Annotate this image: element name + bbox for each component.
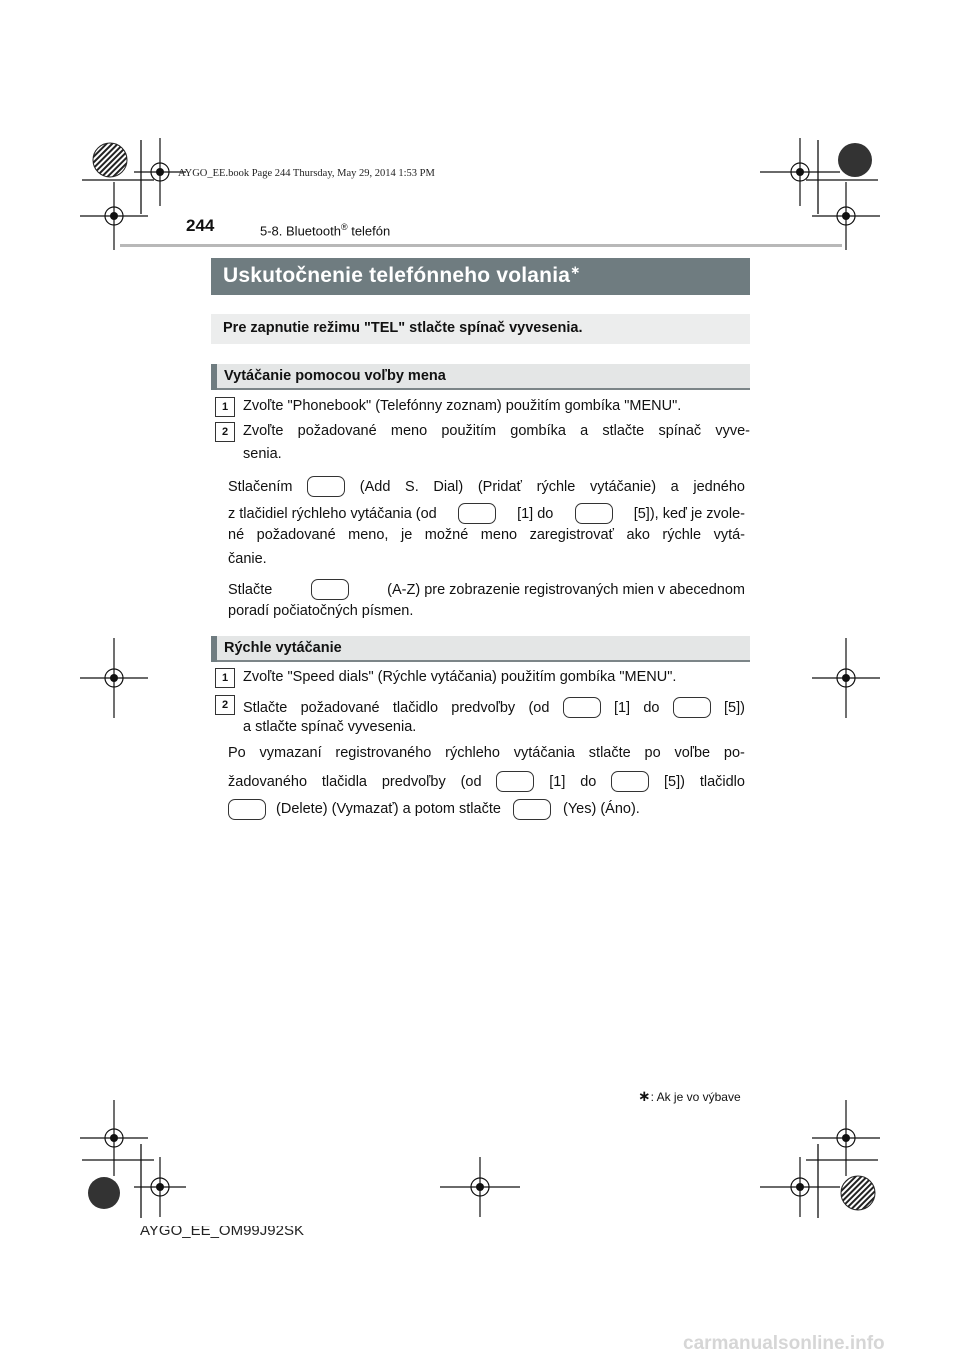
intro-box: [211, 314, 750, 344]
section-heading-text: Vytáčanie pomocou voľby mena: [224, 368, 446, 384]
header-rule: [120, 244, 842, 247]
screen-button-icon: [575, 503, 613, 524]
screen-button-icon: [228, 799, 266, 820]
section-heading-speed-dial: [211, 636, 750, 662]
screen-button-icon: [311, 579, 349, 600]
step-text-line: Stlačte požadované tlačidlo predvoľby (od [1] do [5]): [243, 697, 745, 718]
step-text-line: senia.: [243, 446, 282, 462]
step-number-badge: 1: [215, 668, 235, 688]
screen-button-icon: [496, 771, 534, 792]
model-code: AYGO_EE_OM99J92SK: [140, 1226, 304, 1239]
page-title: [223, 263, 580, 288]
step-text-line: Zvoľte požadované meno použitím gombíka a stlačte spínač vyve-: [243, 423, 750, 439]
screen-button-icon: [513, 799, 551, 820]
heading-accent-bar: [211, 636, 217, 662]
step-number-badge: 2: [215, 422, 235, 442]
step-text: Zvoľte "Phonebook" (Telefónny zoznam) použitím gombíka "MENU".: [243, 398, 682, 414]
footnote: [638, 1087, 741, 1105]
paragraph-line: poradí počiatočných písmen.: [228, 603, 414, 619]
screen-button-icon: [458, 503, 496, 524]
step-text-line: a stlačte spínač vyvesenia.: [243, 719, 417, 735]
page-title-bar: [211, 258, 750, 295]
intro-text: Pre zapnutie režimu "TEL" stlačte spínač vyvesenia.: [223, 320, 583, 336]
title-asterisk-mark: ∗: [570, 263, 581, 277]
paragraph-line: (Delete) (Vymazať) a potom stlačte (Yes) (Áno).: [228, 799, 640, 820]
step-number-badge: 1: [215, 397, 235, 417]
screen-button-icon: [673, 697, 711, 718]
paragraph-line: né požadované meno, je možné meno zaregistrovať ako rýchle vytá-: [228, 527, 745, 543]
screen-button-icon: [307, 476, 345, 497]
page-number: 244: [186, 216, 215, 235]
paragraph-line: Stlačte (A-Z) pre zobrazenie registrovaných mien v abecednom: [228, 579, 745, 600]
screen-button-icon: [563, 697, 601, 718]
paragraph-line: Stlačením (Add S. Dial) (Pridať rýchle vytáčanie) a jedného: [228, 476, 745, 497]
registered-mark: ®: [340, 222, 348, 232]
footnote-text: : Ak je vo výbave: [650, 1090, 741, 1104]
section-heading-text: Rýchle vytáčanie: [224, 640, 342, 656]
paragraph-line: z tlačidiel rýchleho vytáčania (od [1] do [5]), keď je zvole-: [228, 503, 745, 524]
paragraph-line: Po vymazaní registrovaného rýchleho vytáčania stlačte po voľbe po-: [228, 745, 745, 761]
section-suffix: telefón: [347, 223, 391, 239]
screen-button-icon: [611, 771, 649, 792]
step-text: Zvoľte "Speed dials" (Rýchle vytáčania) použitím gombíka "MENU".: [243, 669, 677, 685]
step-number-badge: 2: [215, 695, 235, 715]
paragraph-line: čanie.: [228, 551, 267, 567]
paragraph-line: žadovaného tlačidla predvoľby (od [1] do [5]) tlačidlo: [228, 771, 745, 792]
section-prefix: 5-8. Bluetooth: [260, 223, 341, 239]
page-title-text: Uskutočnenie telefónneho volania: [223, 264, 571, 287]
section-heading-name-dial: [211, 364, 750, 390]
asterisk-icon: ∗: [638, 1088, 651, 1105]
watermark: carmanualsonline.info: [683, 1333, 885, 1354]
heading-accent-bar: [211, 364, 217, 390]
section-header: [260, 222, 390, 238]
print-info: AYGO_EE.book Page 244 Thursday, May 29, 2014 1:53 PM: [178, 168, 435, 179]
